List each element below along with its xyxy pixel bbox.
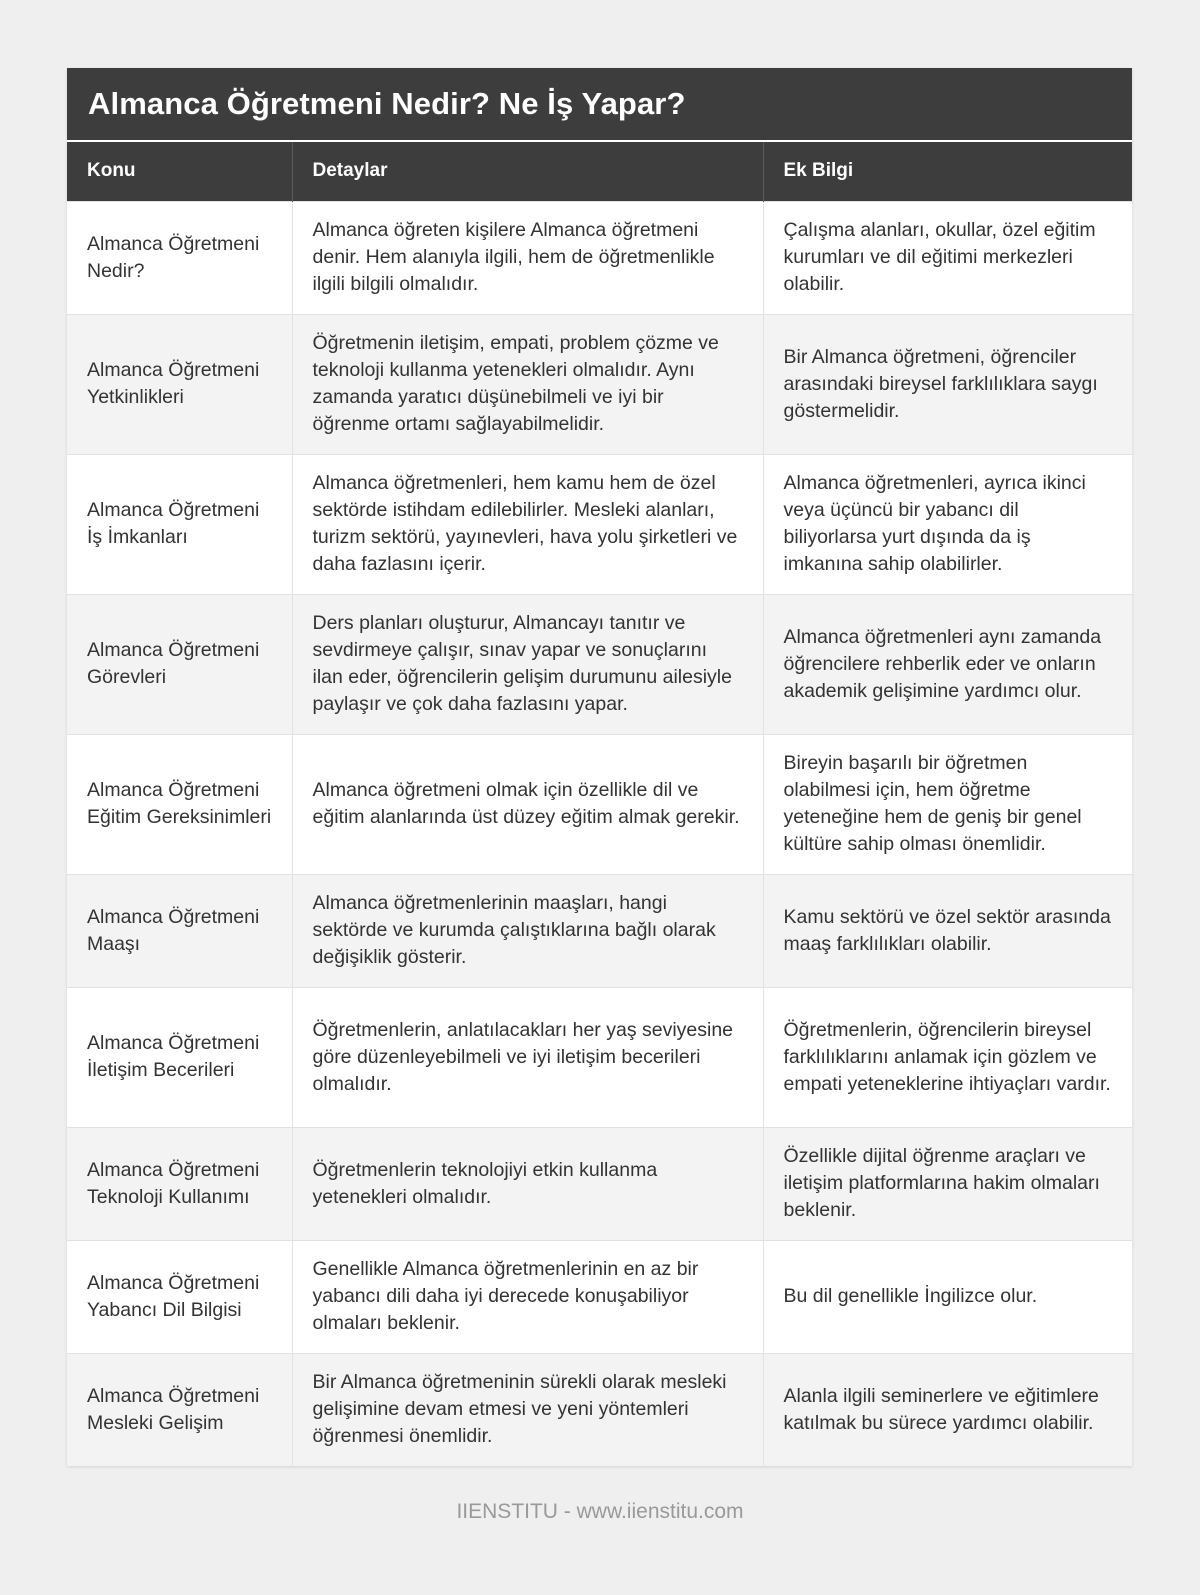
cell-ek-bilgi: Almanca öğretmenleri aynı zamanda öğrencilere rehberlik eder ve onların akademik gelişimine yardımcı olur.	[763, 594, 1132, 734]
cell-ek-bilgi: Kamu sektörü ve özel sektör arasında maaş farklılıkları olabilir.	[763, 874, 1132, 987]
table-row	[67, 201, 1132, 314]
cell-konu: Almanca Öğretmeni Görevleri	[67, 594, 292, 734]
cell-ek-bilgi: Bu dil genellikle İngilizce olur.	[763, 1240, 1132, 1353]
cell-konu: Almanca Öğretmeni Maaşı	[67, 874, 292, 987]
column-header-konu: Konu	[67, 142, 292, 201]
table-row	[67, 874, 1132, 987]
cell-konu: Almanca Öğretmeni İletişim Becerileri	[67, 987, 292, 1127]
info-table	[67, 142, 1132, 1466]
cell-konu: Almanca Öğretmeni İş İmkanları	[67, 454, 292, 594]
table-row	[67, 1240, 1132, 1353]
title-bar	[67, 68, 1132, 142]
cell-ek-bilgi: Bireyin başarılı bir öğretmen olabilmesi için, hem öğretme yeteneğine hem de geniş bir genel kültüre sahip olması önemlidir.	[763, 734, 1132, 874]
cell-ek-bilgi: Öğretmenlerin, öğrencilerin bireysel farklılıklarını anlamak için gözlem ve empati yeteneklerine ihtiyaçları vardır.	[763, 987, 1132, 1127]
cell-ek-bilgi: Çalışma alanları, okullar, özel eğitim kurumları ve dil eğitimi merkezleri olabilir.	[763, 201, 1132, 314]
table-row	[67, 734, 1132, 874]
table-row	[67, 987, 1132, 1127]
cell-konu: Almanca Öğretmeni Yetkinlikleri	[67, 314, 292, 454]
cell-detay: Bir Almanca öğretmeninin sürekli olarak mesleki gelişimine devam etmesi ve yeni yöntemleri öğrenmesi önemlidir.	[292, 1353, 763, 1466]
cell-konu: Almanca Öğretmeni Teknoloji Kullanımı	[67, 1127, 292, 1240]
cell-ek-bilgi: Bir Almanca öğretmeni, öğrenciler arasındaki bireysel farklılıklara saygı göstermelidir.	[763, 314, 1132, 454]
table-header-row	[67, 142, 1132, 201]
cell-konu: Almanca Öğretmeni Nedir?	[67, 201, 292, 314]
cell-detay: Genellikle Almanca öğretmenlerinin en az bir yabancı dili daha iyi derecede konuşabiliyor olmaları beklenir.	[292, 1240, 763, 1353]
column-header-ek-bilgi: Ek Bilgi	[763, 142, 1132, 201]
page-title: Almanca Öğretmeni Nedir? Ne İş Yapar?	[88, 86, 686, 121]
table-row	[67, 594, 1132, 734]
cell-ek-bilgi: Özellikle dijital öğrenme araçları ve iletişim platformlarına hakim olmaları beklenir.	[763, 1127, 1132, 1240]
table-row	[67, 314, 1132, 454]
table-row	[67, 1353, 1132, 1466]
cell-ek-bilgi: Alanla ilgili seminerlere ve eğitimlere katılmak bu sürece yardımcı olabilir.	[763, 1353, 1132, 1466]
cell-detay: Öğretmenin iletişim, empati, problem çözme ve teknoloji kullanma yetenekleri olmalıdır. Aynı zamanda yaratıcı düşünebilmeli ve iyi bir öğrenme ortamı sağlayabilmelidir.	[292, 314, 763, 454]
cell-detay: Almanca öğreten kişilere Almanca öğretmeni denir. Hem alanıyla ilgili, hem de öğretmenlikle ilgili bilgili olmalıdır.	[292, 201, 763, 314]
content-card	[67, 68, 1132, 1466]
cell-detay: Öğretmenlerin, anlatılacakları her yaş seviyesine göre düzenleyebilmeli ve iyi iletişim becerileri olmalıdır.	[292, 987, 763, 1127]
table-row	[67, 1127, 1132, 1240]
cell-detay: Ders planları oluşturur, Almancayı tanıtır ve sevdirmeye çalışır, sınav yapar ve sonuçlarını ilan eder, öğrencilerin gelişim durumunu ailesiyle paylaşır ve çok daha fazlasını yapar.	[292, 594, 763, 734]
column-header-detaylar: Detaylar	[292, 142, 763, 201]
cell-detay: Almanca öğretmeni olmak için özellikle dil ve eğitim alanlarında üst düzey eğitim almak gerekir.	[292, 734, 763, 874]
cell-ek-bilgi: Almanca öğretmenleri, ayrıca ikinci veya üçüncü bir yabancı dil biliyorlarsa yurt dışında da iş imkanına sahip olabilirler.	[763, 454, 1132, 594]
cell-konu: Almanca Öğretmeni Mesleki Gelişim	[67, 1353, 292, 1466]
cell-detay: Öğretmenlerin teknolojiyi etkin kullanma yetenekleri olmalıdır.	[292, 1127, 763, 1240]
cell-konu: Almanca Öğretmeni Eğitim Gereksinimleri	[67, 734, 292, 874]
cell-konu: Almanca Öğretmeni Yabancı Dil Bilgisi	[67, 1240, 292, 1353]
cell-detay: Almanca öğretmenleri, hem kamu hem de özel sektörde istihdam edilebilirler. Mesleki alanları, turizm sektörü, yayınevleri, hava yolu şirketleri ve daha fazlasını içerir.	[292, 454, 763, 594]
cell-detay: Almanca öğretmenlerinin maaşları, hangi sektörde ve kurumda çalıştıklarına bağlı olarak değişiklik gösterir.	[292, 874, 763, 987]
footer-credit: IIENSTITU - www.iienstitu.com	[456, 1500, 744, 1523]
table-row	[67, 454, 1132, 594]
